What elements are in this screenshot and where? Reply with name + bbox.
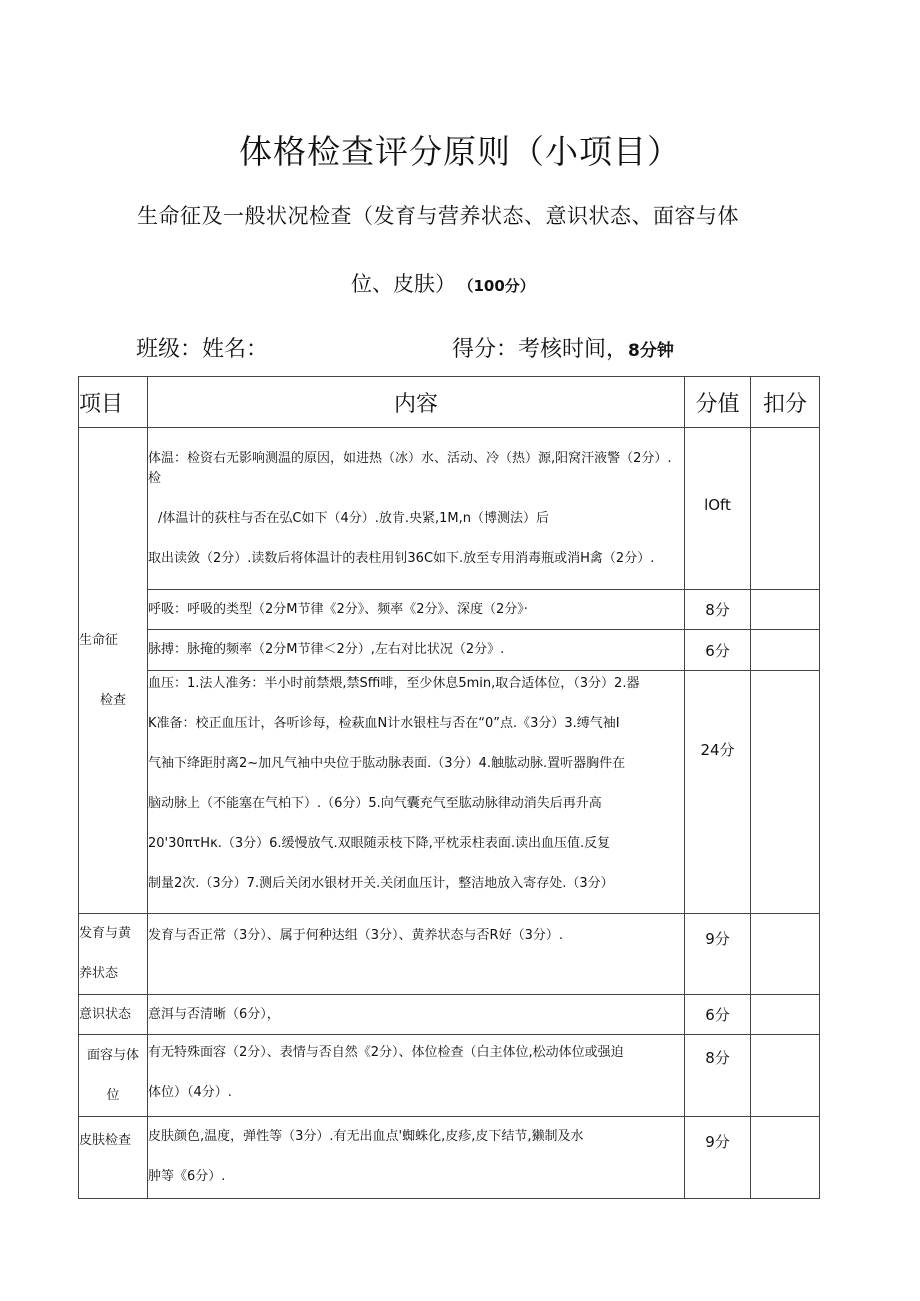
respiration-content [148, 590, 685, 630]
class-name-label: 班级：姓名： [136, 337, 269, 362]
table-row [79, 914, 820, 995]
facial-content [148, 1035, 685, 1117]
subtitle-total-score: （100分） [466, 277, 535, 295]
category-dev-line-2: 养状态 [79, 966, 119, 981]
category-vital-line-2: 检查 [99, 692, 126, 708]
skin-score: 9分 [685, 1117, 751, 1199]
blood-pressure-content [148, 671, 685, 914]
content-line: 意洱与否清晰（6分）， [148, 1006, 280, 1022]
pulse-content [148, 630, 685, 671]
content-line: 肿等《6分）. [148, 1169, 226, 1184]
subtitle-line-2-text: 位、皮肤） [351, 272, 456, 296]
content-line: K准备：校正血压计，各听诊每，检萩血N计水银柱与否在“0”点.《3分）3.缚气袖I [148, 716, 620, 731]
content-line: 体温：检资右无影响测温的原因，如进热（冰）水、活动、冷（热）源,阳窝汗液警（2分）.检 [148, 450, 672, 486]
content-line: 呼吸：呼吸的类型（2分M节律《2分》、频率《2分》、深度（2分》· [148, 601, 528, 617]
deduct-cell[interactable] [751, 914, 820, 995]
content-line: 气袖下绛距肘离2~加凡气袖中央位于肱动脉表面.（3分）4.触肱动脉.置听器胸件在 [148, 756, 626, 771]
content-line: 脑动脉上（不能塞在气柏下）.（6分）5.向气囊充气至肱动脉律动消失后再升高 [148, 796, 602, 811]
score-time-text: 得分：考核时间， [452, 337, 629, 362]
deduct-cell[interactable] [751, 590, 820, 630]
table-row [79, 1035, 820, 1117]
scoring-table [78, 376, 820, 1199]
content-line: 20'30πτΗκ.（3分）6.缓慢放气.双眼随汞枝下降,平枕汞柱表面.读出血压值.反复 [148, 836, 611, 851]
content-line: 体位）（4分）. [148, 1085, 232, 1100]
category-dev-line-1: 发育与黄 [79, 926, 132, 941]
table-row [79, 590, 820, 630]
category-facial [79, 1035, 148, 1117]
skin-content [148, 1117, 685, 1199]
table-row [79, 428, 820, 590]
development-content [148, 914, 685, 995]
deduct-cell[interactable] [751, 630, 820, 671]
content-line: 取出读敛（2分）.读数后将体温计的表柱用钊36C如下.放至专用消毒瓶或消H禽（2分）. [148, 550, 655, 566]
respiration-score: 8分 [685, 590, 751, 630]
temperature-score: lOft [685, 428, 751, 590]
table-row [79, 995, 820, 1035]
blood-pressure-score: 24分 [685, 671, 751, 914]
table-header-row [79, 377, 820, 428]
category-consciousness: 意识状态 [79, 995, 148, 1035]
deduct-cell[interactable] [751, 1117, 820, 1199]
deduct-cell[interactable] [751, 671, 820, 914]
pulse-score: 6分 [685, 630, 751, 671]
deduct-cell[interactable] [751, 428, 820, 590]
header-item: 项目 [79, 377, 148, 428]
content-line: 发育与否正常（3分）、属于何种达组（3分）、黄养状态与否R好（3分）. [148, 928, 563, 943]
table-row [79, 630, 820, 671]
header-content: 内容 [148, 377, 685, 428]
content-line: /体温计的荻柱与否在弘C如下（4分）.放肯.央紧,1M,n（博测法）后 [158, 510, 549, 526]
content-line: 皮肤颜色,温度，弹性等（3分）.有无出血点'蜘蛛化,皮疹,皮下结节,獭制及水 [148, 1129, 584, 1144]
subtitle-line-2 [351, 268, 535, 298]
development-score: 9分 [685, 914, 751, 995]
exam-minutes: 8分钟 [628, 341, 674, 361]
header-value: 分值 [685, 377, 751, 428]
score-time-label [452, 332, 674, 363]
deduct-cell[interactable] [751, 1035, 820, 1117]
table-row [79, 671, 820, 914]
table-row [79, 1117, 820, 1199]
page-title: 体格检查评分原则（小项目） [239, 132, 681, 171]
facial-score: 8分 [685, 1035, 751, 1117]
content-line: 有无特殊面容（2分）、表情与否自然《2分）、体位检查（白主体位,松动体位或强迫 [148, 1045, 624, 1060]
temperature-content [148, 428, 685, 590]
content-line: 制量2次.（3分）7.测后关闭水银材开关.关闭血压计，整洁地放入寄存处.（3分） [148, 876, 614, 891]
header-deduct: 扣分 [751, 377, 820, 428]
consciousness-content [148, 995, 685, 1035]
category-skin: 皮肤检查 [79, 1117, 148, 1199]
consciousness-score: 6分 [685, 995, 751, 1035]
content-line: 血压：1.法人准务：半小时前禁煨,禁Sffi啡，至少休息5min,取合适体位，（3分）2.器 [148, 676, 640, 691]
subtitle-line-1: 生命征及一般状况检查（发育与营养状态、意识状态、面容与体 [137, 204, 739, 228]
category-facial-line-1: 面容与体 [86, 1047, 139, 1063]
category-facial-line-2: 位 [106, 1087, 120, 1103]
deduct-cell[interactable] [751, 995, 820, 1035]
category-development [79, 914, 148, 995]
category-vital-signs [79, 428, 148, 914]
category-vital-line-1: 生命征 [79, 632, 119, 648]
content-line: 脉搏：脉掩的频率（2分M节律＜2分）,左右对比状况（2分》. [148, 642, 505, 657]
